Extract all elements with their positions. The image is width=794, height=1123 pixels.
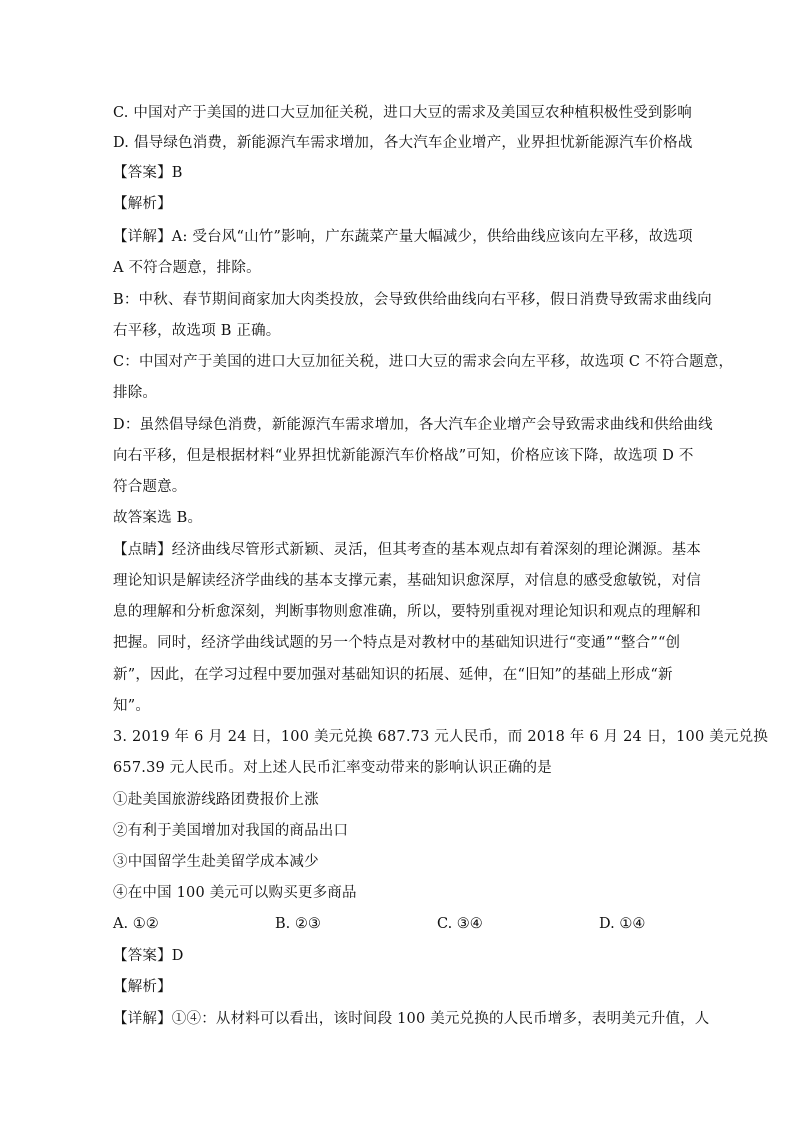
tip-line: 【点睛】经济曲线尽管形式新颖、灵活，但其考查的基本观点却有着深刻的理论渊源。基本 bbox=[113, 542, 701, 558]
detail-line: 排除。 bbox=[113, 385, 158, 401]
choice-d: D. ①④ bbox=[599, 916, 646, 932]
option-c-text: C. 中国对产于美国的进口大豆加征关税，进口大豆的需求及美国豆农种植积极性受到影响 bbox=[113, 105, 692, 121]
detail-line: A 不符合题意，排除。 bbox=[113, 260, 261, 276]
tip-line: 把握。同时，经济学曲线试题的另一个特点是对教材中的基础知识进行“变通”“整合”“创 bbox=[113, 635, 681, 651]
detail-line: D：虽然倡导绿色消费，新能源汽车需求增加，各大汽车企业增产会导致需求曲线和供给曲线 bbox=[113, 417, 713, 433]
statement-1: ①赴美国旅游线路团费报价上涨 bbox=[113, 792, 319, 808]
option-d-text: D. 倡导绿色消费，新能源汽车需求增加，各大汽车企业增产，业界担忧新能源汽车价格战 bbox=[113, 135, 693, 151]
answer-label: 【答案】D bbox=[113, 948, 184, 964]
detail-line: 向右平移，但是根据材料“业界担忧新能源汽车价格战”可知，价格应该下降，故选项 D 不 bbox=[113, 448, 694, 464]
detail-line: B：中秋、春节期间商家加大肉类投放，会导致供给曲线向右平移，假日消费导致需求曲线向 bbox=[113, 292, 712, 308]
detail-line: C：中国对产于美国的进口大豆加征关税，进口大豆的需求会向左平移，故选项 C 不符合题意， bbox=[113, 354, 734, 370]
detail-line: 【详解】A: 受台风“山竹”影响，广东蔬菜产量大幅减少，供给曲线应该向左平移，故选项 bbox=[113, 229, 693, 245]
detail-line: 右平移，故选项 B 正确。 bbox=[113, 323, 281, 339]
analysis-label: 【解析】 bbox=[113, 196, 172, 212]
statement-3: ③中国留学生赴美留学成本减少 bbox=[113, 854, 319, 870]
choice-c: C. ③④ bbox=[437, 916, 483, 932]
detail-line: 符合题意。 bbox=[113, 479, 187, 495]
detail-line: 【详解】①④：从材料可以看出，该时间段 100 美元兑换的人民币增多，表明美元升值，人 bbox=[113, 1011, 710, 1027]
answer-label: 【答案】B bbox=[113, 165, 183, 181]
analysis-label: 【解析】 bbox=[113, 979, 172, 995]
tip-line: 知”。 bbox=[113, 698, 151, 714]
tip-line: 理论知识是解读经济学曲线的基本支撑元素，基础知识愈深厚，对信息的感受愈敏锐，对信 bbox=[113, 573, 701, 589]
statement-4: ④在中国 100 美元可以购买更多商品 bbox=[113, 885, 357, 901]
statement-2: ②有利于美国增加对我国的商品出口 bbox=[113, 823, 349, 839]
tip-line: 新”，因此，在学习过程中要加强对基础知识的拓展、延伸，在“旧知”的基础上形成“新 bbox=[113, 667, 673, 683]
question-3-stem: 657.39 元人民币。对上述人民币汇率变动带来的影响认识正确的是 bbox=[113, 760, 552, 776]
choice-b: B. ②③ bbox=[275, 916, 321, 932]
conclusion-line: 故答案选 B。 bbox=[113, 510, 203, 526]
choice-a: A. ①② bbox=[113, 916, 159, 932]
question-3-stem: 3. 2019 年 6 月 24 日，100 美元兑换 687.73 元人民币，而 2018 年 6 月 24 日，100 美元兑换 bbox=[113, 729, 769, 745]
tip-line: 息的理解和分析愈深刻，判断事物则愈准确，所以，要特别重视对理论知识和观点的理解和 bbox=[113, 604, 701, 620]
